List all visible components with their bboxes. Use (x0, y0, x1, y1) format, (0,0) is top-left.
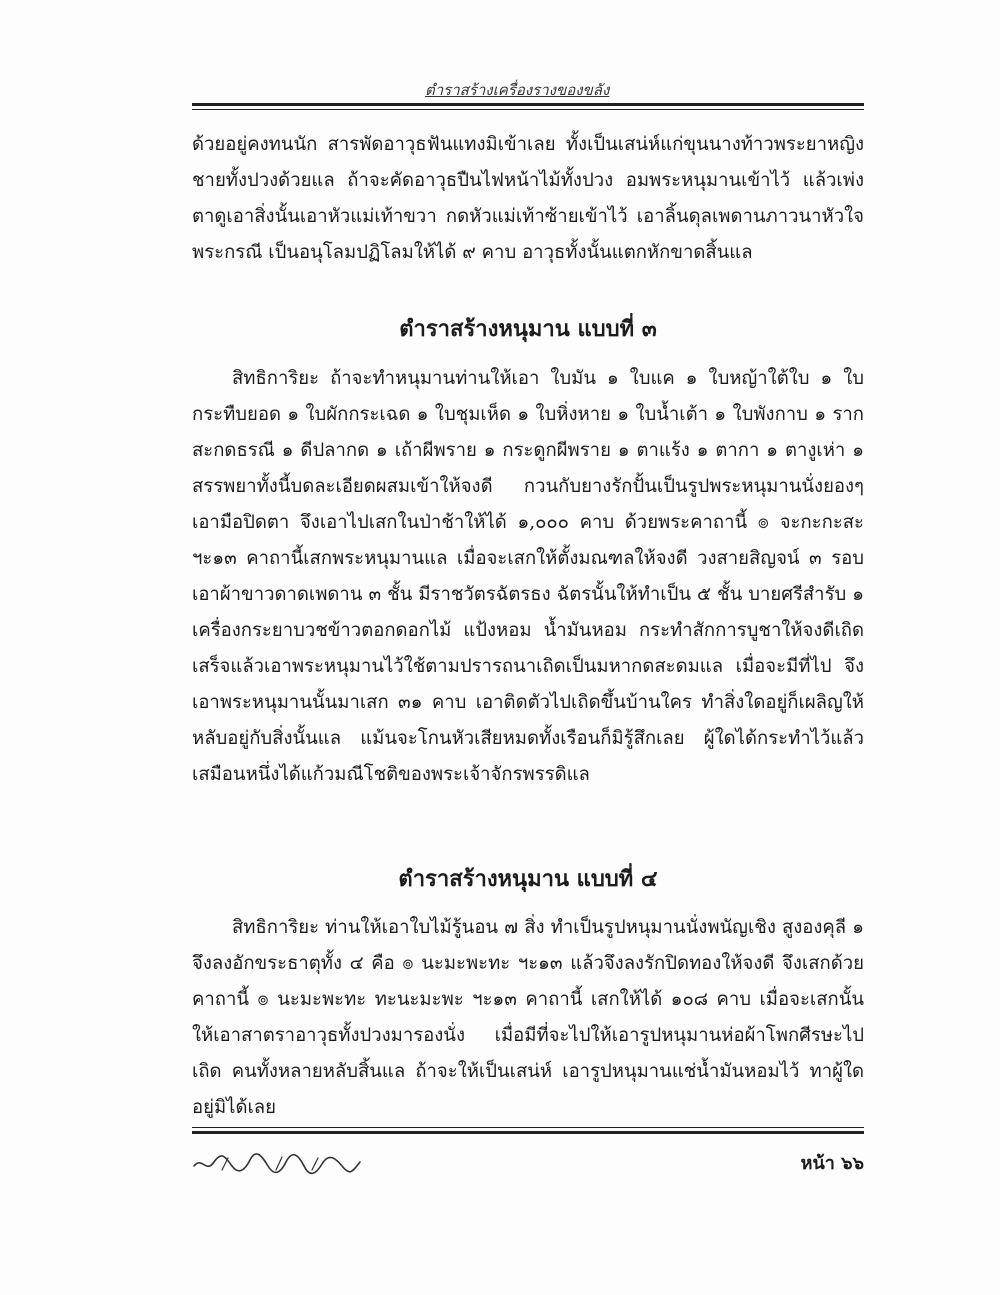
paragraph-section-4: สิทธิการิยะ ท่านให้เอาใบไม้รู้นอน ๗ สิ่ง ทำเป็นรูปหนุมานนั่งพนัญเชิง สูงองคุลี ๑ จึงลงอักขระธาตุทั้ง ๔ คือ ๏ นะมะพะทะ ฯะ๑๓ แล้วจึงลงรักปิดทองให้จงดี จึงเสกด้วยคาถานี้ ๏ นะมะพะทะ ทะนะมะพะ ฯะ๑๓ คาถานี้ เสกให้ได้ ๑๐๘ คาบ เมื่อจะเสกนั้น ให้เอาสาตราอาวุธทั้งปวงมารองนั่ง เมื่อมีที่จะไปให้เอารูปหนุมานห่อผ้าโพกศีรษะไปเถิด คนทั้งหลายหลับสิ้นแล ถ้าจะให้เป็นเสน่ห์ เอารูปหนุมานแช่น้ำมันหอมไว้ ทาผู้ใดอยู่มิได้เลย (192, 917, 864, 1118)
paragraph-continued: ด้วยอยู่คงทนนัก สารพัดอาวุธฟันแทงมิเข้าเลย ทั้งเป็นเสน่ห์แก่ขุนนางท้าวพระยาหญิงชายทั้งปวงด้วยแล ถ้าจะคัดอาวุธปืนไฟหน้าไม้ทั้งปวง อมพระหนุมานเข้าไว้ แล้วเพ่งตาดูเอาสิ่งนั้นเอาหัวแม่เท้าขวา กดหัวแม่เท้าซ้ายเข้าไว้ เอาลิ้นดุลเพดานภาวนาหัวใจพระกรณี เป็นอนุโลมปฏิโลมให้ได้ ๙ คาบ อาวุธทั้งนั้นแตกหักขาดสิ้นแล (192, 134, 864, 263)
section-heading-4: ตำราสร้างหนุมาน แบบที่ ๔ (398, 866, 658, 892)
handwritten-signature-icon (192, 1148, 362, 1178)
running-header-title: ตำราสร้างเครื่องรางของขลัง (425, 81, 610, 99)
section-heading-3: ตำราสร้างหนุมาน แบบที่ ๓ (399, 316, 657, 342)
footer-rule-thin (192, 1127, 864, 1128)
paragraph-section-3: สิทธิการิยะ ถ้าจะทำหนุมานท่านให้เอา ใบมัน ๑ ใบแค ๑ ใบหญ้าใต้ใบ ๑ ใบกระทืบยอด ๑ ใบผักกระเฉด ๑ ใบชุมเห็ด ๑ ใบหิ่งหาย ๑ ใบน้ำเต้า ๑ ใบพังกาบ ๑ รากสะกดธรณี ๑ ดีปลากด ๑ เถ้าผีพราย ๑ กระดูกผีพราย ๑ ตาแร้ง ๑ ตากา ๑ ตางูเห่า ๑ สรรพยาทั้งนี้บดละเอียดผสมเข้าให้จงดี กวนกับยางรักปั้นเป็นรูปพระหนุมานนั่งยองๆ เอามือปิดตา จึงเอาไปเสกในป่าช้าให้ได้ ๑,๐๐๐ คาบ ด้วยพระคาถานี้ ๏ จะกะกะสะ ฯะ๑๓ คาถานี้เสกพระหนุมานแล เมื่อจะเสกให้ตั้งมณฑลให้จงดี วงสายสิญจน์ ๓ รอบ เอาผ้าขาวดาดเพดาน ๓ ชั้น มีราชวัตรฉัตรธง ฉัตรนั้นให้ทำเป็น ๕ ชั้น บายศรีสำรับ ๑ เครื่องกระยาบวชข้าวตอกดอกไม้ แป้งหอม น้ำมันหอม กระทำสักการบูชาให้จงดีเถิด เสร็จแล้วเอาพระหนุมานไว้ใช้ตามปรารถนาเถิดเป็นมหากดสะดมแล เมื่อจะมีที่ไป จึงเอาพระหนุมานนั้นมาเสก ๓๑ คาบ เอาติดตัวไปเถิดขึ้นบ้านใคร ทำสิ่งใดอยู่ก็เผลิญให้หลับอยู่กับสิ่งนั้นแล แม้นจะโกนหัวเสียหมดทั้งเรือนก็มิรู้สึกเลย ผู้ใดได้กระทำไว้แล้ว เสมือนหนึ่งได้แก้วมณีโชติของพระเจ้าจักรพรรดิแล (192, 368, 864, 785)
page-number: หน้า ๖๖ (800, 1153, 864, 1174)
footer-rule-thick (192, 1131, 864, 1134)
header-rule-thin (192, 109, 864, 110)
header-rule-thick (192, 103, 864, 106)
